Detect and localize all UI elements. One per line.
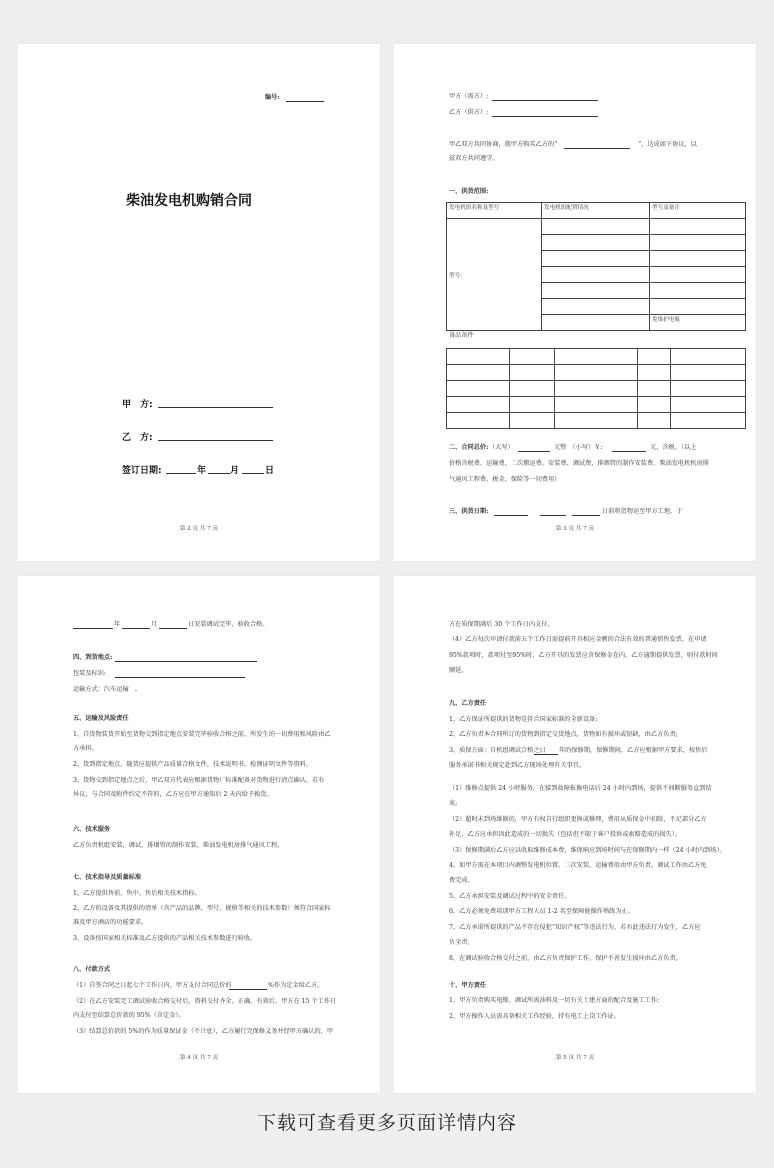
section-total-price: 二、合同总价: [449,444,489,451]
clause-text: 1、甲方负责购买电缆、调试所需油料及一切有关土建方面的配合及施工工作; [449,997,660,1004]
clause-text: 8、在调试验收合格交付之前，由乙方负责保护工作，保护不善发生损坏由乙方负责。 [449,955,682,962]
clause-text: 2、乙方的设备及其提供的清单（含产品的品牌、型号、规格等相关的技术参数）须符合国家标 [73,905,331,912]
clause-text: （3）保修期满后乙方应以收取维修成本费，维保响应到场时间与在保修期内一样（24 小时内到场）。 [449,847,726,854]
install-day-line [159,628,187,629]
clause-text: 1、自货物装货开始至货物交到指定地点安装完毕验收合格之前，所发生的一切费用和风险由乙 [73,731,331,738]
clause-text: 3、货物交到指定地点之后，甲乙双方代表应根据货物厂标准配备对货物进行清点确认，若有 [73,777,325,784]
sign-year-line [166,473,196,474]
contract-page-supply [394,44,756,561]
price-upper-label: （大写） [489,444,514,451]
party-b-label: 乙 方: [122,433,153,443]
section-transport-risk: 五、运输及风险责任 [73,715,129,722]
contract-page-responsibilities [394,576,756,1093]
product-line [564,148,630,149]
clause-text: 5、乙方承担安装及调试过程中的安全责任。 [449,893,571,900]
transport-text: 运输方式：汽车运输 。 [73,686,142,693]
contract-page-terms [18,576,380,1093]
maintenance-free-cell: 免维护电瓶 [650,315,746,331]
seller-line [492,116,598,117]
clause-text: （1）自签合同之日起七个工作日内，甲方支付合同总价的 [73,982,232,989]
clause-text: 3、质保方面：自机组调试合格之日 [449,747,546,754]
clause-text: %作为定金给乙方。 [268,982,324,989]
clause-text: 束; [449,800,458,807]
clause-text: （2）超时未到场维修的，甲方有权自行组织更换或修理，费用从质保金中扣除，不足部分乙方 [449,816,707,823]
price-detail: 价格含税费、运输费、二次搬运费、安装费、调试费、排烟管的制作安装费、柴油发电机机房排 [449,460,709,467]
section-tech-guidance: 七、技术指导及质量标准 [73,874,142,881]
clause-text: 6、乙方必须免费培训甲方工程人员 1-2 名至保障能操作熟练为止。 [449,908,634,915]
section-tech-service: 六、技术服务 [73,826,111,833]
buyer-line [492,100,598,101]
clause-text: 年的保修期，保修期间，乙方应根据甲方要求，按售后 [559,747,708,754]
sign-day: 日 [265,466,275,476]
install-month: 月 [151,621,158,628]
clause-text: 95%款项时，款项付至95%时，乙方开具的发票应含保修金在内，乙方逾期提供发票，则付款时间 [449,652,718,659]
clause-text: 4、如甲方需在本项目内调整发电机位置，二次安装、运输费用由甲方负责，调试工作由乙方免 [449,862,707,869]
warranty-years-line [534,754,558,755]
price-yuan-label: 元整 （小写）￥: [554,444,603,451]
spare-parts-table [446,348,746,429]
model-cell: 型号: [447,219,542,331]
clause-text: 2、乙方负责本合同所订的货物到指定交货地点，货物如有损坏或短缺，由乙方负责; [449,731,678,738]
supply-table [446,202,746,331]
sign-month: 月 [230,466,240,476]
spare-parts-label: 备品备件 [449,332,474,339]
clause-text: 内支付至结算总价款的 95%（含定金）。 [73,1012,185,1019]
install-year-line [73,628,113,629]
clause-text: （2）在乙方安装完工调试验收合格交付后，资料交付齐全、正确、有效后，甲方在 15 个工作日 [73,998,337,1005]
intro-text: 甲乙双方共同协商，就甲方购买乙方的“ [449,141,558,148]
party-a-line [158,407,273,408]
section-seller-duty: 九、乙方责任 [449,700,487,707]
contract-number-label: 编号: [265,94,280,101]
sign-day-line [242,473,264,474]
delivery-month-line [540,515,566,516]
clause-text: （4）乙方每次申请付款前五个工作日需提前开具相应金额的合法有效的普通销售发票，在申请 [449,636,707,643]
delivery-day-line [572,515,600,516]
sign-date-label: 签订日期: [122,466,162,476]
clause-text: 补足，乙方应承担因此造成的一切损失（包括但不限于客户投诉或索赔造成的损失）。 [449,831,682,838]
clause-text: 3、设备按国家相关标准及乙方提供的产品相关技术参数进行验收。 [73,935,257,942]
intro-text-b: ”，达成如下协议，以 [638,141,697,148]
clause-text: 异议，与合同及附件约定不符的，乙方应在甲方通知后 2 天内给予换货。 [73,791,273,798]
install-month-line [122,628,150,629]
sign-year: 年 [197,466,207,476]
contract-number-line [286,101,324,102]
page-footer: 第 2 页 共 7 页 [179,526,219,532]
intro-text-2: 兹双方共同遵守。 [449,155,499,162]
table-header-cell: 型号及备注 [650,203,746,219]
deposit-percent-line [229,989,267,990]
clause-text: 1、乙方提供售前、售中、售后相关技术指标。 [73,890,201,897]
price-tail: 元，含税。（以上 [650,444,697,451]
install-year: 年 [114,621,121,628]
clause-text: 1、乙方保证所提供的货物是符合国家标准的全新设备; [449,716,598,723]
table-header-cell: 发电机组配置情况 [542,203,650,219]
clause-text: 顺延。 [449,667,468,674]
clause-text: 7、乙方承诺所提供的产品不存在侵犯“知识产权”等违法行为，若有此违法行为发生，乙方应 [449,924,701,931]
page-footer: 第 3 页 共 7 页 [555,526,595,532]
clause-text: （1）维修点提供 24 小时服务，在接到故障报修电话后 24 小时内到场，提供不间断服务直到结 [449,785,712,792]
section-buyer-duty: 十、甲方责任 [449,982,487,989]
arrival-place-line [115,661,257,662]
clause-text: 方承担。 [73,745,98,752]
contract-title: 柴油发电机购销合同 [126,193,252,209]
packing-label: 包装及标识: [73,670,107,677]
delivery-text: 日前将货物运至甲方工地，于 [602,508,683,515]
section-payment: 八、付款方式 [73,966,111,973]
delivery-year-line [494,515,528,516]
page-footer: 第 5 页 共 7 页 [555,1055,595,1061]
price-detail-2: 气通风工程费、税金、保险等一切费用） [449,476,561,483]
seller-label: 乙方（供方）: [449,109,489,116]
contract-cover-page [18,44,380,561]
download-caption[interactable]: 下载可查看更多页面详情内容 [256,1112,517,1134]
clause-text: 负全责。 [449,939,474,946]
clause-text: 方在质保期满后 30 个工作日内支付。 [449,621,554,628]
clause-text: 服务承诺书相关规定赴到乙方现场处理有关事宜。 [449,762,586,769]
sign-month-line [208,473,230,474]
install-text: 日安装调试完毕，验收合格。 [188,621,269,628]
section-supply-scope: 一、供货范围: [449,188,489,195]
clause-text: 2、货到指定地点，随货应提供产品质量合格文件，技术说明书，检测证明文件等资料。 [73,761,313,768]
clause-text: 2、甲方操作人员需具备相关工作经验，持有电工上岗工作证。 [449,1013,620,1020]
buyer-label: 甲方（需方）: [449,93,489,100]
clause-text: （3）结算总价款的 5%的作为质量保证金（不计息），乙方履行完保修义务并经甲方确认的，甲 [73,1028,334,1035]
clause-text: 费完成。 [449,877,474,884]
section-arrival-place: 四、到货地点: [73,654,113,661]
party-a-label: 甲 方: [122,400,153,410]
clause-text: 准及甲方酒店的功能要求。 [73,919,148,926]
price-upper-line [518,451,550,452]
clause-text: 乙方负责机组安装，调试，排烟管的制作安装、柴油发电机房排气通风工程。 [73,842,284,849]
price-lower-line [612,451,646,452]
page-footer: 第 4 页 共 7 页 [179,1055,219,1061]
packing-line [115,677,245,678]
section-delivery-date: 三、供货日期: [449,508,489,515]
party-b-line [158,440,273,441]
table-header-cell: 发电机组名称及型号 [447,203,542,219]
